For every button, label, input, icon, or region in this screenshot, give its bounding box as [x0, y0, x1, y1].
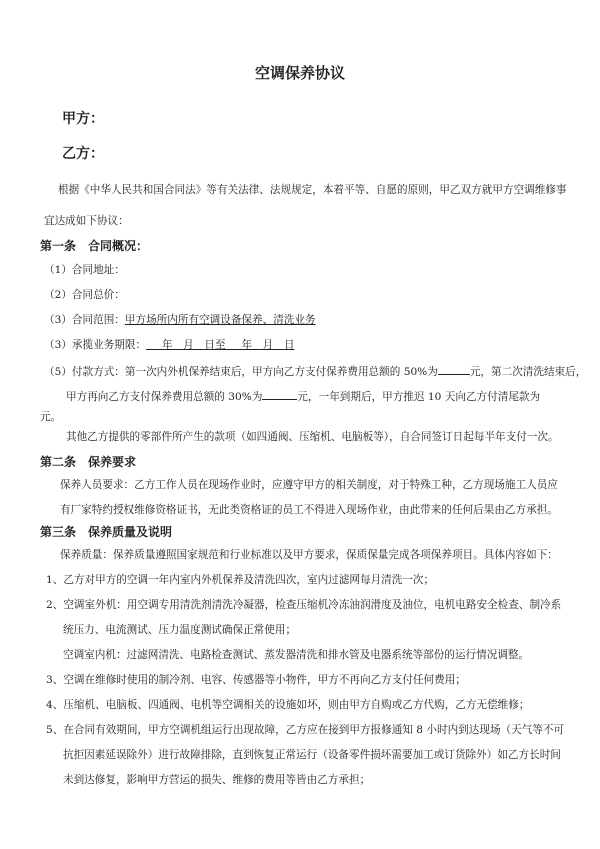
contract-scope-label: （3）合同范围： — [44, 314, 125, 326]
article3-item: 1、乙方对甲方的空调一年内室内外机保养及清洗四次，室内过滤网每月清洗一次； — [46, 574, 435, 586]
article3-line: 保养质量：保养质量遵照国家规范和行业标准以及甲方要求，保质保量完成各项保养项目。具体内容如下： — [60, 549, 558, 561]
document-title: 空调保养协议 — [254, 64, 345, 82]
article3-heading: 第三条 保养质量及说明 — [40, 525, 173, 539]
article3-line: 空调室内机：过滤网清洗、电路检查测试、蒸发器清洗和排水管及电器系统等部份的运行情况调整。 — [63, 649, 530, 661]
article3-item: 4、压缩机、电脑板、四通阀、电机等空调相关的设施如坏，则由甲方自购或乙方代购，乙方无偿维修； — [46, 699, 530, 711]
article2-line: 有厂家特约授权维修资格证书，无此类资格证的员工不得进入现场作业，由此带来的任何后果由乙方承担。 — [60, 504, 558, 516]
intro-line: 根据《中华人民共和国合同法》等有关法律、法规规定，本着平等、自愿的原则，甲乙双方就甲方空调维修事 — [58, 184, 567, 196]
amount-blank-2 — [262, 388, 297, 400]
article3-line: 抗拒因素延误除外）进行故障排除，直到恢复正常运行（设备零件损坏需要加工或订货除外）如乙方长时间 — [63, 749, 561, 761]
contract-scope-value: 甲方场所内所有空调设备保养、清洗业务 — [124, 314, 316, 326]
article1-heading: 第一条 合同概况： — [40, 239, 149, 253]
contract-period-label: （3）承揽业务期限： — [44, 339, 147, 351]
contract-period — [44, 338, 294, 352]
article2-heading: 第二条 保养要求 — [40, 455, 137, 469]
amount-blank-1 — [438, 363, 470, 375]
party-b-label: 乙方： — [62, 146, 104, 162]
article3-line: 统压力、电流测试、压力温度测试确保正常使用； — [63, 624, 297, 636]
party-a-label: 甲方： — [62, 111, 104, 127]
article3-line: 未到达修复，影响甲方营运的损失、维修的费用等皆由乙方承担； — [63, 774, 371, 786]
payment-terms-line: 元。 — [40, 411, 62, 423]
article3-item: 5、在合同有效期间，甲方空调机组运行出现故障，乙方应在接到甲方报修通知 8 小时内到达现场（天气等不可 — [46, 724, 565, 736]
contract-total-price: （2）合同总价： — [44, 289, 125, 301]
article3-item: 3、空调在维修时使用的制冷剂、电容、传感器等小物件，甲方不再向乙方支付任何费用； — [46, 674, 466, 686]
payment-terms-line: （5）付款方式：第一次内外机保养结束后，甲方向乙方支付保养费用总额的 50%为 元，第二次清洗结束后， — [44, 363, 586, 379]
contract-address: （1）合同地址： — [44, 264, 125, 276]
intro-line: 宜达成如下协议： — [44, 215, 129, 227]
other-parts-payment: 其他乙方提供的零部件所产生的款项（如四通阀、压缩机、电脑板等），自合同签订日起每半年支付一次。 — [66, 431, 559, 443]
contract-scope — [44, 313, 316, 327]
payment-terms-line: 甲方再向乙方支付保养费用总额的 30%为 元，一年到期后，甲方推迟 10 天向乙方付清尾款为 — [66, 388, 540, 404]
article2-line: 保养人员要求：乙方工作人员在现场作业时，应遵守甲方的相关制度，对于特殊工种，乙方现场施工人员应 — [60, 479, 558, 491]
article3-item: 2、空调室外机：用空调专用清洗剂清洗冷凝器，检查压缩机冷冻油润滑度及油位，电机电路安全检查、制冷系 — [46, 599, 562, 611]
contract-period-value: 年 月 日至 年 月 日 — [161, 339, 295, 351]
